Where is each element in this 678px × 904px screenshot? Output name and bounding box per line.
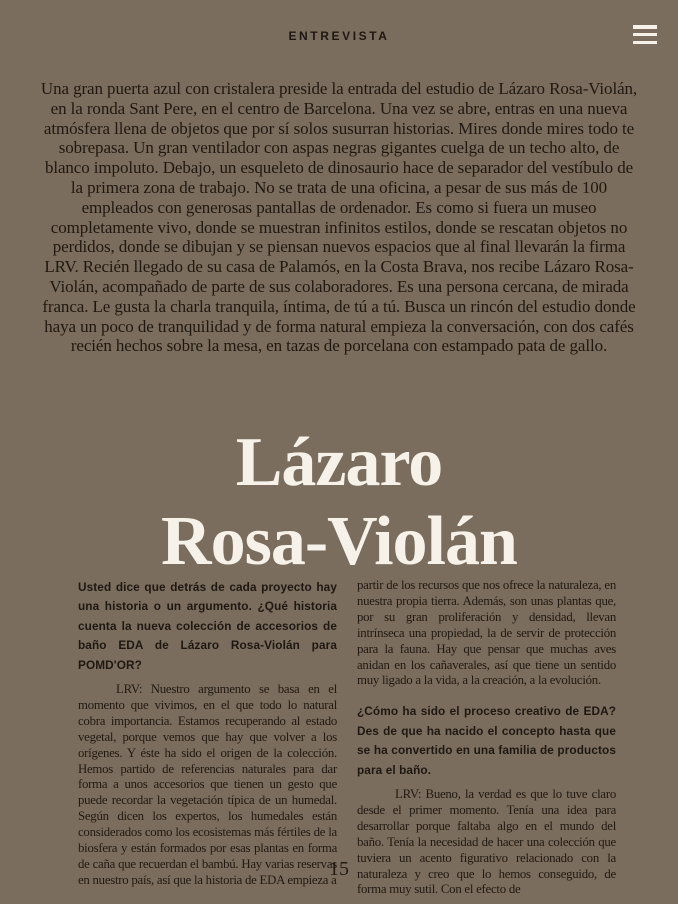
page-footer <box>0 858 678 881</box>
hamburger-menu-icon[interactable] <box>633 25 657 44</box>
menu-bar <box>633 41 657 45</box>
interview-answer-2: LRV: Bueno, la verdad es que lo tuve claro desde el primer momento. Tenía una idea para desarrollar porque faltaba algo en el mundo del baño. Tenía la necesidad de hacer una colección que tuviera un acento figurativo relacionado con la naturaleza y creo que lo hemos conseguido, de forma muy sutil. Con el efecto de <box>357 786 616 897</box>
article-title-line1: Lázaro <box>235 423 443 501</box>
interview-question-1: Usted dice que detrás de cada proyecto hay una historia o un argumento. ¿Qué historia cuenta la nueva colección de accesorios de baño EDA de Lázaro Rosa-Violán para POMD'OR? <box>78 580 337 672</box>
section-label: ENTREVISTA <box>288 29 390 43</box>
column-left <box>78 578 337 898</box>
article-title-line2: Rosa-Violán <box>161 502 517 580</box>
page-number: 15 <box>329 858 349 880</box>
interview-answer-1: LRV: Nuestro argumento se basa en el momento que vivimos, en el que todo lo natural cobra importancia. Estamos recuperando al estado vegetal, porque vemos que hay que volver a los orígenes. Y éste ha sido el origen de la colección. Hemos partido de referencias naturales para dar forma a unos accesorios que tienen un gesto que puede recordar la vegetación típica de un humedal. Según dicen los expertos, los humedales están considerados como los ecosistemas más fértiles de la biosfera y están formados por esas plantas en forma de caña que recuerdan el bambú. Hay varias reservas en nuestro país, así que la historia de EDA empieza a <box>78 682 337 887</box>
menu-bar <box>633 25 657 29</box>
column-right <box>357 578 616 898</box>
interview-question-2: ¿Cómo ha sido el proceso creativo de EDA? Des de que ha nacido el concepto hasta que se ha convertido en una familia de productos para el baño. <box>357 704 616 777</box>
interview-answer-1-continuation: partir de los recursos que nos ofrece la naturaleza, en nuestra propia tierra. Además, son unas plantas que, por su gran proliferación y densidad, llevan intrínseca una propiedad, la de servir de protección para la fauna. Hay que pensar que muchas aves anidan en los cañaverales, así que tiene un sentido muy ligado a la vida, a la creación, a la evolución. <box>357 578 616 688</box>
article-body <box>78 578 616 898</box>
menu-bar <box>633 33 657 37</box>
article-title <box>0 423 678 581</box>
page-header <box>0 27 678 45</box>
intro-paragraph: Una gran puerta azul con cristalera preside la entrada del estudio de Lázaro Rosa-Violán, en la ronda Sant Pere, en el centro de Barcelona. Una vez se abre, entras en una nueva atmósfera llena de objetos que por sí solos susurran historias. Mires donde mires todo te sobrepasa. Un gran ventilador con aspas negras gigantes cuelga de un techo alto, de blanco impoluto. Debajo, un esqueleto de dinosaurio hace de separador del vestíbulo de la primera zona de trabajo. No se trata de una oficina, a pesar de sus más de 100 empleados con generosas pantallas de ordenador. Es como si fuera un museo completamente vivo, donde se muestran infinitos estilos, donde se rescatan objetos no perdidos, donde se dibujan y se piensan nuevos espacios que al final llevarán la firma LRV. Recién llegado de su casa de Palamós, en la Costa Brava, nos recibe Lázaro Rosa-Violán, acompañado de parte de sus colaboradores. Es una persona cercana, de mirada franca. Le gusta la charla tranquila, íntima, de tú a tú. Busca un rincón del estudio donde haya un poco de tranquilidad y de forma natural empieza la conversación, con dos cafés recién hechos sobre la mesa, en tazas de porcelana con estampado pata de gallo. <box>40 79 638 356</box>
